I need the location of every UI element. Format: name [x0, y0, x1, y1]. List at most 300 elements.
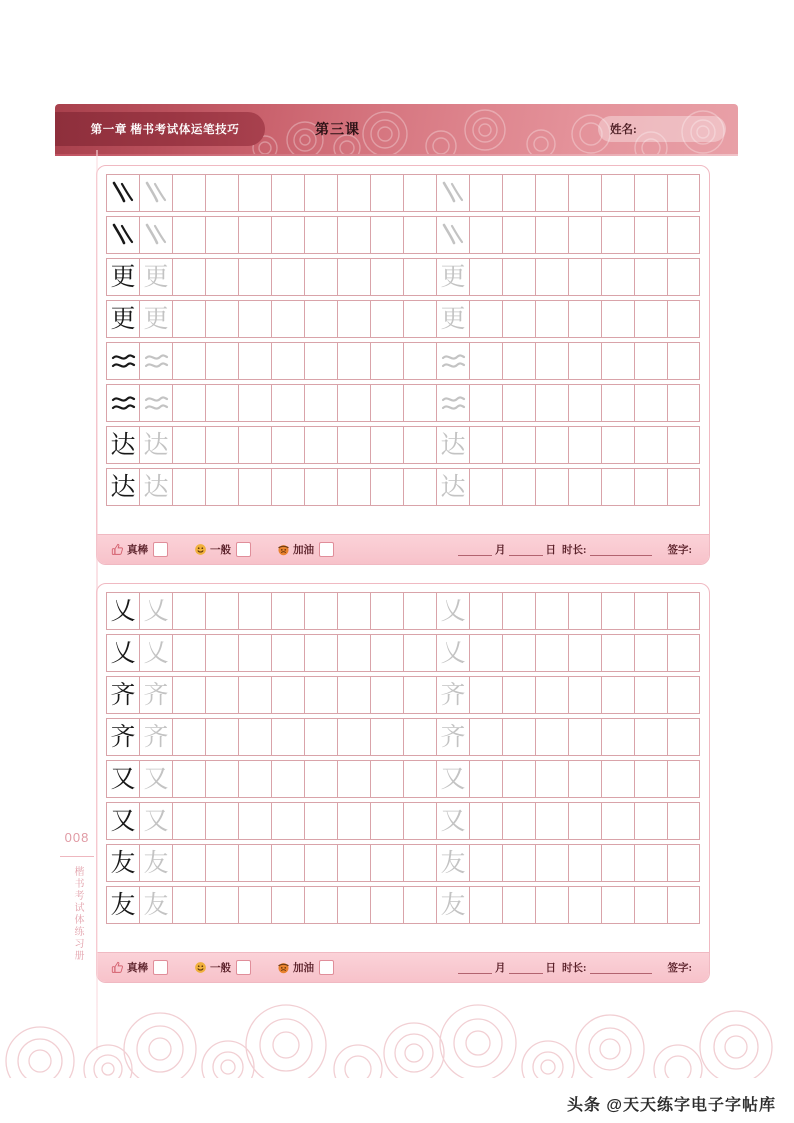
practice-cell[interactable]: [568, 217, 601, 253]
practice-cell[interactable]: [106, 677, 139, 713]
ok-rating[interactable]: [194, 960, 251, 975]
practice-cell[interactable]: [667, 761, 700, 797]
practice-cell[interactable]: [205, 259, 238, 295]
practice-cell[interactable]: [139, 887, 172, 923]
practice-cell[interactable]: [304, 677, 337, 713]
practice-cell[interactable]: [469, 635, 502, 671]
practice-cell[interactable]: [436, 385, 469, 421]
practice-cell[interactable]: [601, 385, 634, 421]
practice-cell[interactable]: [535, 719, 568, 755]
practice-cell[interactable]: [139, 259, 172, 295]
practice-cell[interactable]: [436, 593, 469, 629]
practice-cell[interactable]: [436, 635, 469, 671]
practice-cell[interactable]: [535, 385, 568, 421]
practice-cell[interactable]: [436, 677, 469, 713]
practice-cell[interactable]: [535, 635, 568, 671]
practice-cell[interactable]: [469, 761, 502, 797]
practice-cell[interactable]: [469, 217, 502, 253]
practice-cell[interactable]: [271, 259, 304, 295]
practice-cell[interactable]: [502, 427, 535, 463]
practice-cell[interactable]: [304, 719, 337, 755]
practice-cell[interactable]: [568, 259, 601, 295]
practice-cell[interactable]: [667, 301, 700, 337]
practice-cell[interactable]: [403, 469, 436, 505]
practice-cell[interactable]: [436, 343, 469, 379]
practice-cell[interactable]: [205, 845, 238, 881]
practice-cell[interactable]: [271, 593, 304, 629]
practice-cell[interactable]: [172, 217, 205, 253]
great-rating[interactable]: [111, 960, 168, 975]
practice-cell[interactable]: [469, 719, 502, 755]
practice-cell[interactable]: [502, 803, 535, 839]
practice-cell[interactable]: [370, 259, 403, 295]
practice-cell[interactable]: [139, 427, 172, 463]
practice-cell[interactable]: [535, 803, 568, 839]
practice-cell[interactable]: [271, 469, 304, 505]
practice-cell[interactable]: [469, 593, 502, 629]
practice-cell[interactable]: [436, 259, 469, 295]
practice-cell[interactable]: [634, 301, 667, 337]
practice-cell[interactable]: [370, 385, 403, 421]
practice-cell[interactable]: [568, 175, 601, 211]
practice-cell[interactable]: [271, 887, 304, 923]
practice-cell[interactable]: [304, 217, 337, 253]
practice-cell[interactable]: [370, 845, 403, 881]
practice-cell[interactable]: [469, 343, 502, 379]
practice-cell[interactable]: [304, 175, 337, 211]
practice-cell[interactable]: [271, 343, 304, 379]
practice-cell[interactable]: [634, 343, 667, 379]
practice-cell[interactable]: [205, 635, 238, 671]
practice-cell[interactable]: [568, 719, 601, 755]
practice-cell[interactable]: [205, 469, 238, 505]
practice-cell[interactable]: [172, 593, 205, 629]
ok-checkbox[interactable]: [236, 542, 251, 557]
practice-cell[interactable]: [370, 593, 403, 629]
practice-cell[interactable]: [634, 635, 667, 671]
practice-cell[interactable]: [403, 887, 436, 923]
practice-cell[interactable]: [502, 635, 535, 671]
practice-cell[interactable]: [568, 593, 601, 629]
practice-cell[interactable]: [139, 343, 172, 379]
practice-cell[interactable]: [106, 301, 139, 337]
practice-cell[interactable]: [337, 217, 370, 253]
day-input[interactable]: [509, 544, 543, 556]
practice-cell[interactable]: [568, 385, 601, 421]
great-checkbox[interactable]: [153, 960, 168, 975]
practice-cell[interactable]: [667, 259, 700, 295]
practice-cell[interactable]: [304, 385, 337, 421]
practice-cell[interactable]: [271, 719, 304, 755]
practice-cell[interactable]: [601, 887, 634, 923]
practice-cell[interactable]: [502, 887, 535, 923]
practice-cell[interactable]: [106, 427, 139, 463]
practice-cell[interactable]: [304, 593, 337, 629]
practice-cell[interactable]: [469, 259, 502, 295]
effort-rating[interactable]: [277, 542, 334, 557]
practice-cell[interactable]: [634, 677, 667, 713]
practice-cell[interactable]: [667, 217, 700, 253]
practice-cell[interactable]: [469, 803, 502, 839]
practice-cell[interactable]: [172, 469, 205, 505]
practice-cell[interactable]: [667, 343, 700, 379]
practice-cell[interactable]: [106, 635, 139, 671]
practice-cell[interactable]: [205, 217, 238, 253]
practice-cell[interactable]: [469, 385, 502, 421]
duration-input[interactable]: [590, 962, 652, 974]
practice-cell[interactable]: [139, 677, 172, 713]
practice-cell[interactable]: [271, 217, 304, 253]
practice-cell[interactable]: [502, 385, 535, 421]
effort-checkbox[interactable]: [319, 542, 334, 557]
practice-cell[interactable]: [568, 469, 601, 505]
practice-cell[interactable]: [271, 845, 304, 881]
duration-input[interactable]: [590, 544, 652, 556]
practice-cell[interactable]: [304, 469, 337, 505]
practice-cell[interactable]: [502, 593, 535, 629]
practice-cell[interactable]: [304, 301, 337, 337]
practice-cell[interactable]: [172, 845, 205, 881]
practice-cell[interactable]: [337, 761, 370, 797]
practice-cell[interactable]: [535, 217, 568, 253]
practice-cell[interactable]: [403, 719, 436, 755]
practice-cell[interactable]: [172, 259, 205, 295]
practice-cell[interactable]: [634, 175, 667, 211]
day-input[interactable]: [509, 962, 543, 974]
practice-cell[interactable]: [106, 719, 139, 755]
practice-cell[interactable]: [667, 803, 700, 839]
practice-cell[interactable]: [634, 803, 667, 839]
effort-rating[interactable]: [277, 960, 334, 975]
practice-cell[interactable]: [271, 677, 304, 713]
practice-cell[interactable]: [601, 719, 634, 755]
practice-cell[interactable]: [172, 803, 205, 839]
practice-cell[interactable]: [535, 593, 568, 629]
practice-cell[interactable]: [403, 677, 436, 713]
practice-cell[interactable]: [370, 635, 403, 671]
practice-cell[interactable]: [337, 385, 370, 421]
practice-cell[interactable]: [436, 887, 469, 923]
practice-cell[interactable]: [106, 887, 139, 923]
practice-cell[interactable]: [634, 761, 667, 797]
practice-cell[interactable]: [403, 803, 436, 839]
practice-cell[interactable]: [205, 803, 238, 839]
practice-cell[interactable]: [106, 469, 139, 505]
practice-cell[interactable]: [238, 635, 271, 671]
practice-cell[interactable]: [271, 427, 304, 463]
practice-cell[interactable]: [436, 761, 469, 797]
practice-cell[interactable]: [469, 469, 502, 505]
practice-cell[interactable]: [535, 677, 568, 713]
practice-cell[interactable]: [568, 761, 601, 797]
practice-cell[interactable]: [304, 845, 337, 881]
practice-cell[interactable]: [238, 385, 271, 421]
practice-cell[interactable]: [271, 635, 304, 671]
practice-cell[interactable]: [304, 803, 337, 839]
practice-cell[interactable]: [535, 301, 568, 337]
practice-cell[interactable]: [601, 803, 634, 839]
practice-cell[interactable]: [568, 677, 601, 713]
practice-cell[interactable]: [634, 469, 667, 505]
practice-cell[interactable]: [667, 845, 700, 881]
great-checkbox[interactable]: [153, 542, 168, 557]
practice-cell[interactable]: [535, 259, 568, 295]
practice-cell[interactable]: [370, 469, 403, 505]
ok-checkbox[interactable]: [236, 960, 251, 975]
student-name-field[interactable]: [598, 116, 726, 142]
practice-cell[interactable]: [205, 343, 238, 379]
practice-cell[interactable]: [172, 175, 205, 211]
month-input[interactable]: [458, 962, 492, 974]
practice-cell[interactable]: [502, 259, 535, 295]
practice-cell[interactable]: [403, 385, 436, 421]
practice-cell[interactable]: [502, 677, 535, 713]
practice-cell[interactable]: [469, 887, 502, 923]
practice-cell[interactable]: [337, 259, 370, 295]
practice-cell[interactable]: [172, 427, 205, 463]
practice-cell[interactable]: [667, 887, 700, 923]
practice-cell[interactable]: [667, 677, 700, 713]
practice-cell[interactable]: [304, 427, 337, 463]
practice-cell[interactable]: [403, 217, 436, 253]
practice-cell[interactable]: [634, 217, 667, 253]
practice-cell[interactable]: [238, 343, 271, 379]
practice-cell[interactable]: [205, 677, 238, 713]
practice-cell[interactable]: [337, 887, 370, 923]
practice-cell[interactable]: [403, 593, 436, 629]
practice-cell[interactable]: [502, 719, 535, 755]
practice-cell[interactable]: [403, 845, 436, 881]
practice-cell[interactable]: [403, 343, 436, 379]
practice-cell[interactable]: [436, 845, 469, 881]
practice-cell[interactable]: [106, 343, 139, 379]
practice-cell[interactable]: [238, 301, 271, 337]
practice-cell[interactable]: [139, 719, 172, 755]
practice-cell[interactable]: [337, 593, 370, 629]
practice-cell[interactable]: [139, 803, 172, 839]
practice-cell[interactable]: [601, 635, 634, 671]
practice-cell[interactable]: [502, 761, 535, 797]
practice-cell[interactable]: [535, 427, 568, 463]
practice-cell[interactable]: [370, 803, 403, 839]
practice-cell[interactable]: [403, 175, 436, 211]
practice-cell[interactable]: [403, 427, 436, 463]
practice-cell[interactable]: [568, 803, 601, 839]
practice-cell[interactable]: [535, 343, 568, 379]
practice-cell[interactable]: [370, 175, 403, 211]
practice-cell[interactable]: [634, 427, 667, 463]
practice-cell[interactable]: [535, 887, 568, 923]
practice-cell[interactable]: [601, 259, 634, 295]
practice-cell[interactable]: [106, 259, 139, 295]
practice-cell[interactable]: [238, 593, 271, 629]
practice-cell[interactable]: [469, 175, 502, 211]
practice-cell[interactable]: [370, 887, 403, 923]
practice-cell[interactable]: [205, 887, 238, 923]
effort-checkbox[interactable]: [319, 960, 334, 975]
practice-cell[interactable]: [106, 217, 139, 253]
practice-cell[interactable]: [601, 469, 634, 505]
practice-cell[interactable]: [502, 301, 535, 337]
practice-cell[interactable]: [337, 845, 370, 881]
practice-cell[interactable]: [304, 635, 337, 671]
practice-cell[interactable]: [469, 301, 502, 337]
practice-cell[interactable]: [205, 385, 238, 421]
practice-cell[interactable]: [337, 677, 370, 713]
practice-cell[interactable]: [436, 301, 469, 337]
practice-cell[interactable]: [436, 803, 469, 839]
practice-cell[interactable]: [535, 845, 568, 881]
practice-cell[interactable]: [106, 761, 139, 797]
practice-cell[interactable]: [238, 217, 271, 253]
practice-cell[interactable]: [370, 427, 403, 463]
practice-cell[interactable]: [568, 845, 601, 881]
practice-cell[interactable]: [601, 175, 634, 211]
practice-cell[interactable]: [106, 385, 139, 421]
practice-cell[interactable]: [667, 593, 700, 629]
practice-cell[interactable]: [337, 635, 370, 671]
practice-cell[interactable]: [337, 343, 370, 379]
practice-cell[interactable]: [370, 301, 403, 337]
practice-cell[interactable]: [139, 175, 172, 211]
practice-cell[interactable]: [469, 427, 502, 463]
practice-cell[interactable]: [370, 761, 403, 797]
practice-cell[interactable]: [568, 887, 601, 923]
practice-cell[interactable]: [271, 803, 304, 839]
practice-cell[interactable]: [568, 301, 601, 337]
practice-cell[interactable]: [238, 469, 271, 505]
practice-cell[interactable]: [106, 175, 139, 211]
practice-cell[interactable]: [205, 719, 238, 755]
practice-cell[interactable]: [436, 217, 469, 253]
practice-cell[interactable]: [634, 259, 667, 295]
month-input[interactable]: [458, 544, 492, 556]
practice-cell[interactable]: [370, 217, 403, 253]
great-rating[interactable]: [111, 542, 168, 557]
practice-cell[interactable]: [238, 427, 271, 463]
practice-cell[interactable]: [238, 259, 271, 295]
practice-cell[interactable]: [172, 635, 205, 671]
practice-cell[interactable]: [403, 301, 436, 337]
practice-cell[interactable]: [172, 719, 205, 755]
practice-cell[interactable]: [601, 677, 634, 713]
practice-cell[interactable]: [502, 343, 535, 379]
practice-cell[interactable]: [238, 719, 271, 755]
practice-cell[interactable]: [436, 719, 469, 755]
practice-cell[interactable]: [238, 887, 271, 923]
practice-cell[interactable]: [667, 385, 700, 421]
practice-cell[interactable]: [238, 677, 271, 713]
practice-cell[interactable]: [601, 761, 634, 797]
practice-cell[interactable]: [304, 259, 337, 295]
practice-cell[interactable]: [139, 761, 172, 797]
practice-cell[interactable]: [568, 343, 601, 379]
practice-cell[interactable]: [601, 217, 634, 253]
ok-rating[interactable]: [194, 542, 251, 557]
practice-cell[interactable]: [106, 845, 139, 881]
practice-cell[interactable]: [238, 175, 271, 211]
practice-cell[interactable]: [238, 803, 271, 839]
practice-cell[interactable]: [337, 427, 370, 463]
practice-cell[interactable]: [337, 719, 370, 755]
practice-cell[interactable]: [535, 761, 568, 797]
practice-cell[interactable]: [436, 469, 469, 505]
practice-cell[interactable]: [205, 175, 238, 211]
practice-cell[interactable]: [601, 593, 634, 629]
practice-cell[interactable]: [535, 469, 568, 505]
practice-cell[interactable]: [271, 761, 304, 797]
practice-cell[interactable]: [271, 385, 304, 421]
practice-cell[interactable]: [667, 427, 700, 463]
practice-cell[interactable]: [205, 301, 238, 337]
practice-cell[interactable]: [601, 343, 634, 379]
practice-cell[interactable]: [403, 635, 436, 671]
practice-cell[interactable]: [667, 719, 700, 755]
practice-cell[interactable]: [667, 469, 700, 505]
practice-cell[interactable]: [634, 719, 667, 755]
practice-cell[interactable]: [601, 427, 634, 463]
practice-cell[interactable]: [238, 761, 271, 797]
practice-cell[interactable]: [172, 301, 205, 337]
practice-cell[interactable]: [601, 845, 634, 881]
practice-cell[interactable]: [469, 845, 502, 881]
practice-cell[interactable]: [436, 427, 469, 463]
practice-cell[interactable]: [172, 343, 205, 379]
practice-cell[interactable]: [634, 385, 667, 421]
practice-cell[interactable]: [139, 593, 172, 629]
practice-cell[interactable]: [139, 635, 172, 671]
practice-cell[interactable]: [139, 469, 172, 505]
practice-cell[interactable]: [370, 343, 403, 379]
practice-cell[interactable]: [106, 593, 139, 629]
practice-cell[interactable]: [403, 761, 436, 797]
practice-cell[interactable]: [535, 175, 568, 211]
practice-cell[interactable]: [568, 427, 601, 463]
practice-cell[interactable]: [304, 761, 337, 797]
practice-cell[interactable]: [667, 635, 700, 671]
practice-cell[interactable]: [634, 593, 667, 629]
practice-cell[interactable]: [634, 887, 667, 923]
practice-cell[interactable]: [502, 217, 535, 253]
practice-cell[interactable]: [271, 175, 304, 211]
practice-cell[interactable]: [601, 301, 634, 337]
practice-cell[interactable]: [502, 845, 535, 881]
practice-cell[interactable]: [304, 343, 337, 379]
practice-cell[interactable]: [568, 635, 601, 671]
practice-cell[interactable]: [634, 845, 667, 881]
practice-cell[interactable]: [337, 469, 370, 505]
practice-cell[interactable]: [337, 301, 370, 337]
practice-cell[interactable]: [667, 175, 700, 211]
practice-cell[interactable]: [238, 845, 271, 881]
practice-cell[interactable]: [304, 887, 337, 923]
practice-cell[interactable]: [139, 385, 172, 421]
practice-cell[interactable]: [139, 217, 172, 253]
practice-cell[interactable]: [172, 385, 205, 421]
practice-cell[interactable]: [106, 803, 139, 839]
practice-cell[interactable]: [172, 677, 205, 713]
practice-cell[interactable]: [139, 301, 172, 337]
practice-cell[interactable]: [271, 301, 304, 337]
practice-cell[interactable]: [205, 761, 238, 797]
practice-cell[interactable]: [469, 677, 502, 713]
practice-cell[interactable]: [337, 175, 370, 211]
practice-cell[interactable]: [370, 719, 403, 755]
practice-cell[interactable]: [172, 887, 205, 923]
practice-cell[interactable]: [436, 175, 469, 211]
practice-cell[interactable]: [337, 803, 370, 839]
practice-cell[interactable]: [502, 469, 535, 505]
